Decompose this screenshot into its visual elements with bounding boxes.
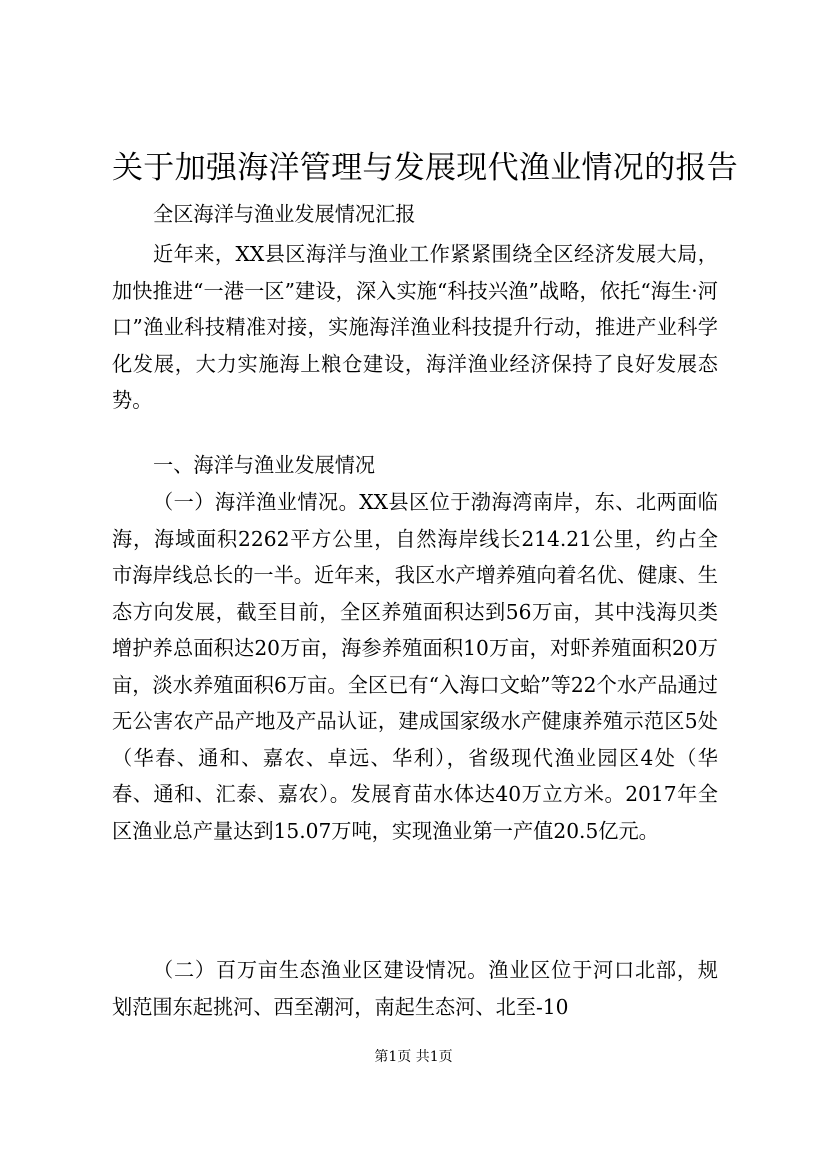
document-title: 关于加强海洋管理与发展现代渔业情况的报告 bbox=[112, 150, 738, 186]
intro-paragraph: 近年来，XX县区海洋与渔业工作紧紧围绕全区经济发展大局，加快推进“一港一区”建设，深入实施“科技兴渔”战略，依托“海生·河口”渔业科技精准对接，实施海洋渔业科技提升行动，推进产业科学化发展，大力实施海上粮仓建设，海洋渔业经济保持了良好发展态势。 bbox=[112, 242, 718, 412]
paragraph-ecological-zone: （二）百万亩生态渔业区建设情况。渔业区位于河口北部，规划范围东起挑河、西至潮河，南起生态河、北至-10 bbox=[112, 958, 718, 1019]
section-heading: 一、海洋与渔业发展情况 bbox=[153, 453, 376, 477]
document-subtitle: 全区海洋与渔业发展情况汇报 bbox=[153, 202, 416, 226]
paragraph-marine-fishery: （一）海洋渔业情况。XX县区位于渤海湾南岸，东、北两面临海，海域面积2262平方公里，自然海岸线长214.21公里，约占全市海岸线总长的一半。近年来，我区水产增养殖向着名优、健康、生态方向发展，截至目前，全区养殖面积达到56万亩，其中浅海贝类增护养总面积达20万亩，海参养殖面积10万亩，对虾养殖面积20万亩，淡水养殖面积6万亩。全区已有“入海口文蛤”等22个水产品通过无公害农产品产地及产品认证，建成国家级水产健康养殖示范区5处（华春、通和、嘉农、卓远、华利），省级现代渔业园区4处（华春、通和、汇泰、嘉农）。发展育苗水体达40万立方米。2017年全区渔业总产量达到15.07万吨，实现渔业第一产值20.5亿元。 bbox=[112, 490, 718, 843]
page-footer: 第1页 共1页 bbox=[374, 1049, 453, 1065]
